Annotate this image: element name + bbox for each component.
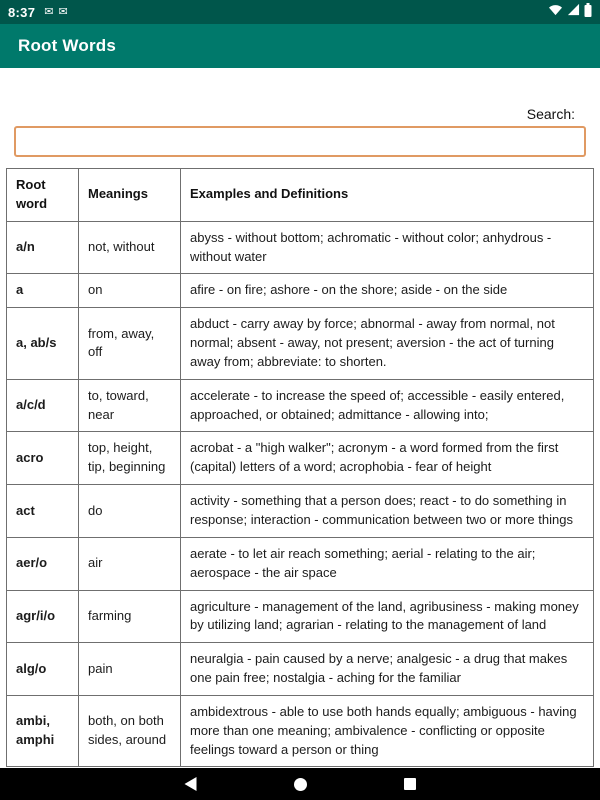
examples-cell: neuralgia - pain caused by a nerve; analgesic - a drug that makes one pain free; nostalgia - aching for the familiar [181, 643, 594, 696]
examples-cell: agriculture - management of the land, agribusiness - making money by utilizing land; agrarian - relating to the management of land [181, 590, 594, 643]
notification-icons [44, 7, 67, 18]
table-row [7, 643, 594, 696]
search-label: Search: [526, 106, 575, 122]
notification-icon: ✉ [58, 5, 68, 18]
page-title: Root Words [18, 36, 117, 55]
meaning-cell: both, on both sides, around [79, 695, 181, 767]
root-word-cell: ambi, amphi [7, 695, 79, 767]
meaning-cell: on [79, 274, 181, 308]
root-word-cell: a/n [7, 221, 79, 274]
examples-cell: abyss - without bottom; achromatic - without color; anhydrous - without water [181, 221, 594, 274]
root-word-cell: a/c/d [7, 379, 79, 432]
root-word-cell: act [7, 485, 79, 538]
examples-cell: accelerate - to increase the speed of; accessible - easily entered, approached, or obtained; admittance - allowing into; [181, 379, 594, 432]
table-row [7, 432, 594, 485]
root-word-cell: acro [7, 432, 79, 485]
home-icon[interactable] [291, 775, 309, 793]
table-header-row [7, 169, 594, 222]
table-body [7, 221, 594, 767]
app-bar [0, 24, 600, 68]
back-icon[interactable] [181, 775, 199, 793]
header-meanings: Meanings [79, 169, 181, 222]
status-right-icons [548, 3, 592, 22]
header-examples: Examples and Definitions [181, 169, 594, 222]
table-row [7, 537, 594, 590]
examples-cell: abduct - carry away by force; abnormal - away from normal, not normal; absent - away, not present; aversion - the act of turning away from; abbreviate: to shorten. [181, 308, 594, 380]
android-nav-bar [0, 768, 600, 800]
root-words-table [6, 168, 594, 767]
status-time: 8:37 [8, 4, 36, 20]
meaning-cell: air [79, 537, 181, 590]
root-word-cell: a [7, 274, 79, 308]
table-row [7, 221, 594, 274]
meaning-cell: to, toward, near [79, 379, 181, 432]
examples-cell: acrobat - a "high walker"; acronym - a word formed from the first (capital) letters of a word; acrophobia - fear of height [181, 432, 594, 485]
root-word-cell: aer/o [7, 537, 79, 590]
meaning-cell: top, height, tip, beginning [79, 432, 181, 485]
table-row [7, 695, 594, 767]
battery-icon [584, 3, 592, 22]
table-row [7, 308, 594, 380]
root-word-cell: a, ab/s [7, 308, 79, 380]
meaning-cell: from, away, off [79, 308, 181, 380]
notification-icon: ✉ [44, 5, 54, 18]
root-word-cell: agr/i/o [7, 590, 79, 643]
wifi-icon [548, 3, 563, 21]
table-row [7, 274, 594, 308]
table-row [7, 485, 594, 538]
examples-cell: aerate - to let air reach something; aerial - relating to the air; aerospace - the air space [181, 537, 594, 590]
header-root-word: Root word [7, 169, 79, 222]
examples-cell: afire - on fire; ashore - on the shore; aside - on the side [181, 274, 594, 308]
meaning-cell: pain [79, 643, 181, 696]
table-row [7, 590, 594, 643]
root-word-cell: alg/o [7, 643, 79, 696]
recents-icon[interactable] [401, 775, 419, 793]
search-input[interactable] [14, 126, 586, 157]
meaning-cell: farming [79, 590, 181, 643]
meaning-cell: do [79, 485, 181, 538]
signal-icon [567, 3, 580, 21]
meaning-cell: not, without [79, 221, 181, 274]
examples-cell: ambidextrous - able to use both hands equally; ambiguous - having more than one meaning; ambivalence - conflicting or opposite feelings toward a person or thing [181, 695, 594, 767]
status-bar [0, 0, 600, 24]
table-row [7, 379, 594, 432]
examples-cell: activity - something that a person does; react - to do something in response; interaction - communication between two or more things [181, 485, 594, 538]
